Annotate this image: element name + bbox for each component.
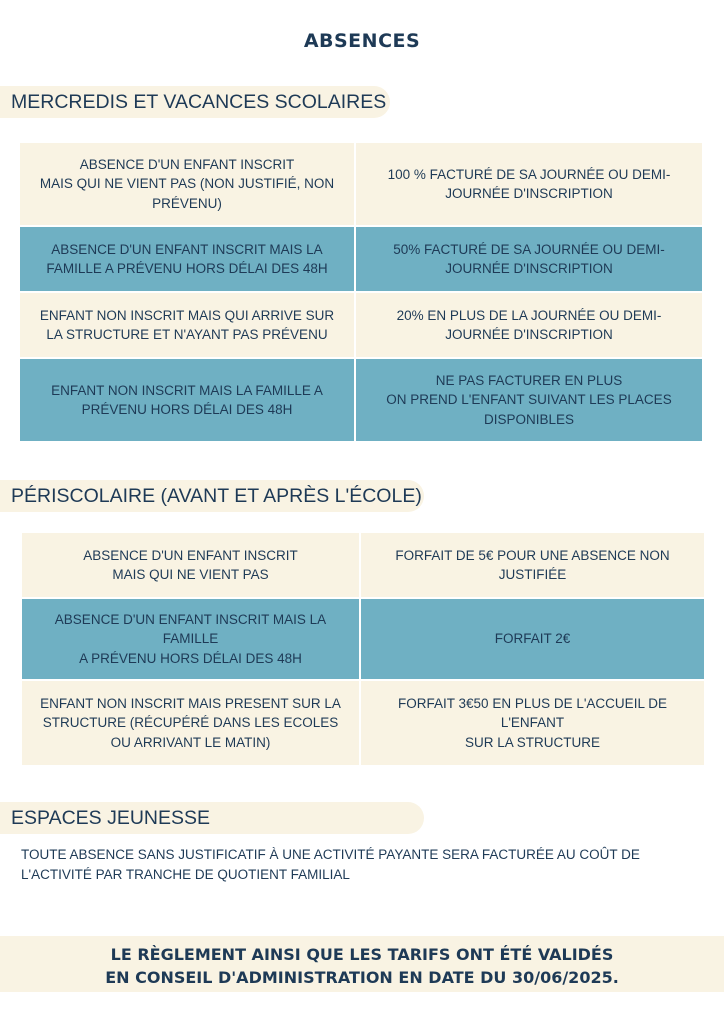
jeunesse-paragraph: TOUTE ABSENCE SANS JUSTIFICATIF À UNE ACTIVITÉ PAYANTE SERA FACTURÉE AU COÛT DE L'ACTIVITÉ PAR TRANCHE DE QUOTIENT FAMILIAL [21,847,640,882]
table-cell-billing: FORFAIT 2€ [361,599,704,679]
table-cell-condition: ABSENCE D'UN ENFANT INSCRIT MAIS LA FAMILLE A PRÉVENU HORS DÉLAI DES 48H [20,227,354,291]
table-cell-billing: 20% EN PLUS DE LA JOURNÉE OU DEMI-JOURNÉE D'INSCRIPTION [356,293,702,357]
table-cell-condition: ABSENCE D'UN ENFANT INSCRIT MAIS LA FAMILLE A PRÉVENU HORS DÉLAI DES 48H [22,599,359,679]
table-cell-condition: ENFANT NON INSCRIT MAIS LA FAMILLE A PRÉVENU HORS DÉLAI DES 48H [20,359,354,441]
page-title: ABSENCES [303,30,421,52]
table-cell-billing: 100 % FACTURÉ DE SA JOURNÉE OU DEMI-JOURNÉE D'INSCRIPTION [356,143,702,225]
section-heading-mercredis: MERCREDIS ET VACANCES SCOLAIRES [0,86,390,118]
table-cell-billing: FORFAIT DE 5€ POUR UNE ABSENCE NON JUSTIFIÉE [361,533,704,597]
table-cell-condition: ENFANT NON INSCRIT MAIS PRESENT SUR LA STRUCTURE (RÉCUPÉRÉ DANS LES ECOLES OU ARRIVANT LE MATIN) [22,681,359,765]
table-periscolaire [22,533,704,765]
table-cell-condition: ABSENCE D'UN ENFANT INSCRIT MAIS QUI NE VIENT PAS (NON JUSTIFIÉ, NON PRÉVENU) [20,143,354,225]
section-heading-periscolaire: PÉRISCOLAIRE (AVANT ET APRÈS L'ÉCOLE) [0,480,424,512]
table-mercredis [20,143,702,441]
table-cell-billing: 50% FACTURÉ DE SA JOURNÉE OU DEMI-JOURNÉE D'INSCRIPTION [356,227,702,291]
table-cell-billing: NE PAS FACTURER EN PLUS ON PREND L'ENFANT SUIVANT LES PLACES DISPONIBLES [356,359,702,441]
table-cell-billing: FORFAIT 3€50 EN PLUS DE L'ACCUEIL DE L'ENFANT SUR LA STRUCTURE [361,681,704,765]
footer-notice: LE RÈGLEMENT AINSI QUE LES TARIFS ONT ÉTÉ VALIDÉS EN CONSEIL D'ADMINISTRATION EN DATE DU 30/06/2025. [105,945,619,987]
table-cell-condition: ABSENCE D'UN ENFANT INSCRIT MAIS QUI NE VIENT PAS [22,533,359,597]
table-cell-condition: ENFANT NON INSCRIT MAIS QUI ARRIVE SUR LA STRUCTURE ET N'AYANT PAS PRÉVENU [20,293,354,357]
section-heading-jeunesse: ESPACES JEUNESSE [0,802,424,834]
